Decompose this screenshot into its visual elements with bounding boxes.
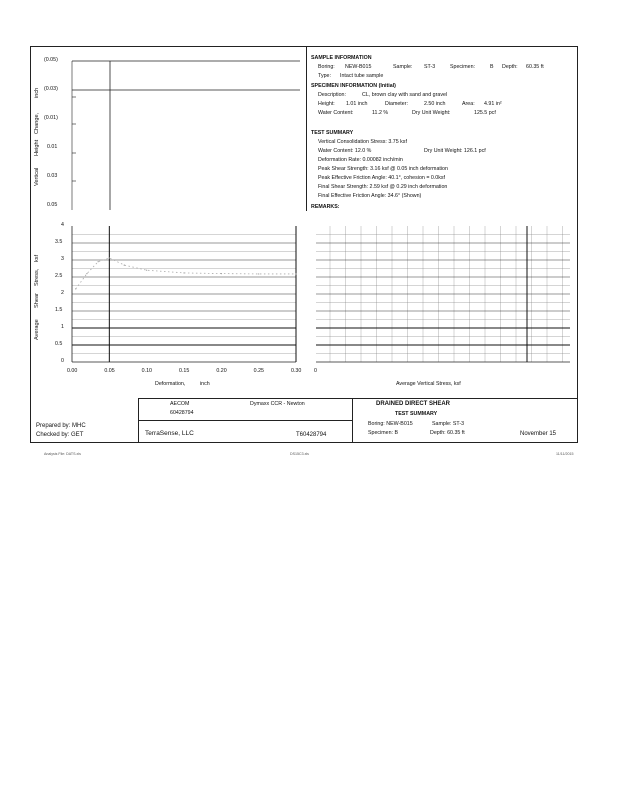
y-tick: 3 [61,256,64,262]
y-tick: (0.05) [44,57,58,63]
x-tick: 0.10 [141,368,152,374]
print-date: 11/11/2015 [556,452,574,456]
y-axis-label-word: ksf [34,254,40,262]
y-tick: 0.01 [47,144,58,150]
summary-line: Final Effective Friction Angle: 34.6° (Shown) [318,193,422,199]
x-axis-unit: inch [200,381,210,387]
y-axis-label-word: inch [34,87,40,98]
summary-header: TEST SUMMARY [311,130,354,136]
prepared-by: Prepared by: MHC [36,423,86,429]
height-value: 1.01 inch [346,101,368,107]
project-name: Dymaxx CCR - Newton [250,401,305,407]
sample-value: ST-3 [424,64,436,70]
y-tick: 0.03 [47,173,58,179]
summary-line: Final Shear Strength: 2.59 ksf @ 0.29 inch deformation [318,184,448,190]
x-tick: 0.00 [67,368,78,374]
specimen-label: Specimen: [450,64,476,70]
y-axis-label-word: Change, [34,112,40,134]
summary-line: Deformation Rate: 0.00082 inch/min [318,157,403,163]
water-content-value: 11.2 % [372,110,389,116]
analysis-file: Analysis File: DATS.xls [44,452,81,456]
x-tick: 0.05 [104,368,115,374]
specimen-value: B [490,64,494,70]
type-value: Intact tube sample [340,73,384,79]
report-title: DRAINED DIRECT SHEAR [376,401,451,407]
specimen-header: SPECIMEN INFORMATION (Initial) [311,83,396,89]
remarks-label: REMARKS: [311,204,340,210]
footer-sample: Sample: ST-3 [432,421,465,427]
x-tick: 0.15 [179,368,190,374]
type-label: Type: [318,73,331,79]
dry-unit-weight-label: Dry Unit Weight: [412,110,451,116]
description-label: Description: [318,92,346,98]
height-label: Height: [318,101,335,107]
dry-unit-weight-value: 125.5 pcf [474,110,496,116]
y-tick: 0 [61,358,64,364]
company-name: TerraSense, LLC [145,430,194,437]
summary-line: Dry Unit Weight: 126.1 pcf [424,148,486,154]
summary-line: Water Content: 12.0 % [318,148,372,154]
area-value: 4.91 in² [484,101,502,107]
x-tick: 0 [314,368,317,374]
report-date: November 15 [520,431,557,437]
y-tick: 4 [61,222,64,228]
sample-label: Sample: [393,64,413,70]
y-axis-label-word: Average [34,319,40,340]
y-axis-label-word: Shear [34,293,40,308]
sample-header: SAMPLE INFORMATION [311,55,372,61]
summary-line: Peak Shear Strength: 3.16 ksf @ 0.05 inch deformation [318,166,448,172]
summary-line: Peak Effective Friction Angle: 40.1°, cohesion = 0.0ksf [318,175,446,181]
boring-label: Boring: [318,64,335,70]
area-label: Area: [462,101,475,107]
x-tick: 0.20 [216,368,227,374]
report-subtitle: TEST SUMMARY [395,411,438,417]
footer-specimen: Specimen: B [368,430,399,436]
x-axis-label: Deformation, [155,381,186,387]
client-name: AECOM [170,401,190,407]
summary-line: Vertical Consolidation Stress: 3.75 ksf [318,139,407,145]
y-tick: 1.5 [55,307,63,313]
y-tick: 0.5 [55,341,63,347]
y-tick: (0.03) [44,86,58,92]
y-axis-label-word: Height [34,139,40,156]
y-tick: 0.05 [47,202,58,208]
depth-value: 60.35 ft [526,64,544,70]
description-value: CL, brown clay with sand and gravel [362,92,448,98]
footer-depth: Depth: 60.35 ft [430,430,465,436]
x-tick: 0.30 [291,368,302,374]
ts-number: T60428794 [296,432,327,438]
y-tick: 2 [61,290,64,296]
y-axis-label-word: Vertical [34,167,40,186]
water-content-label: Water Content: [318,110,354,116]
y-tick: (0.01) [44,115,58,121]
data-file: DS15C3.xls [290,452,309,456]
y-tick: 1 [61,324,64,330]
footer-boring: Boring: NEW-B015 [368,421,413,427]
depth-label: Depth: [502,64,518,70]
job-number: 60428794 [170,410,194,416]
checked-by: Checked by: GET [36,432,84,438]
x-axis-label: Average Vertical Stress, ksf [396,381,461,387]
y-tick: 2.5 [55,273,63,279]
y-axis-label-word: Stress, [34,268,40,286]
diameter-label: Diameter: [385,101,408,107]
y-tick: 3.5 [55,239,63,245]
x-tick: 0.25 [253,368,264,374]
boring-value: NEW-B015 [345,64,372,70]
diameter-value: 2.50 inch [424,101,446,107]
